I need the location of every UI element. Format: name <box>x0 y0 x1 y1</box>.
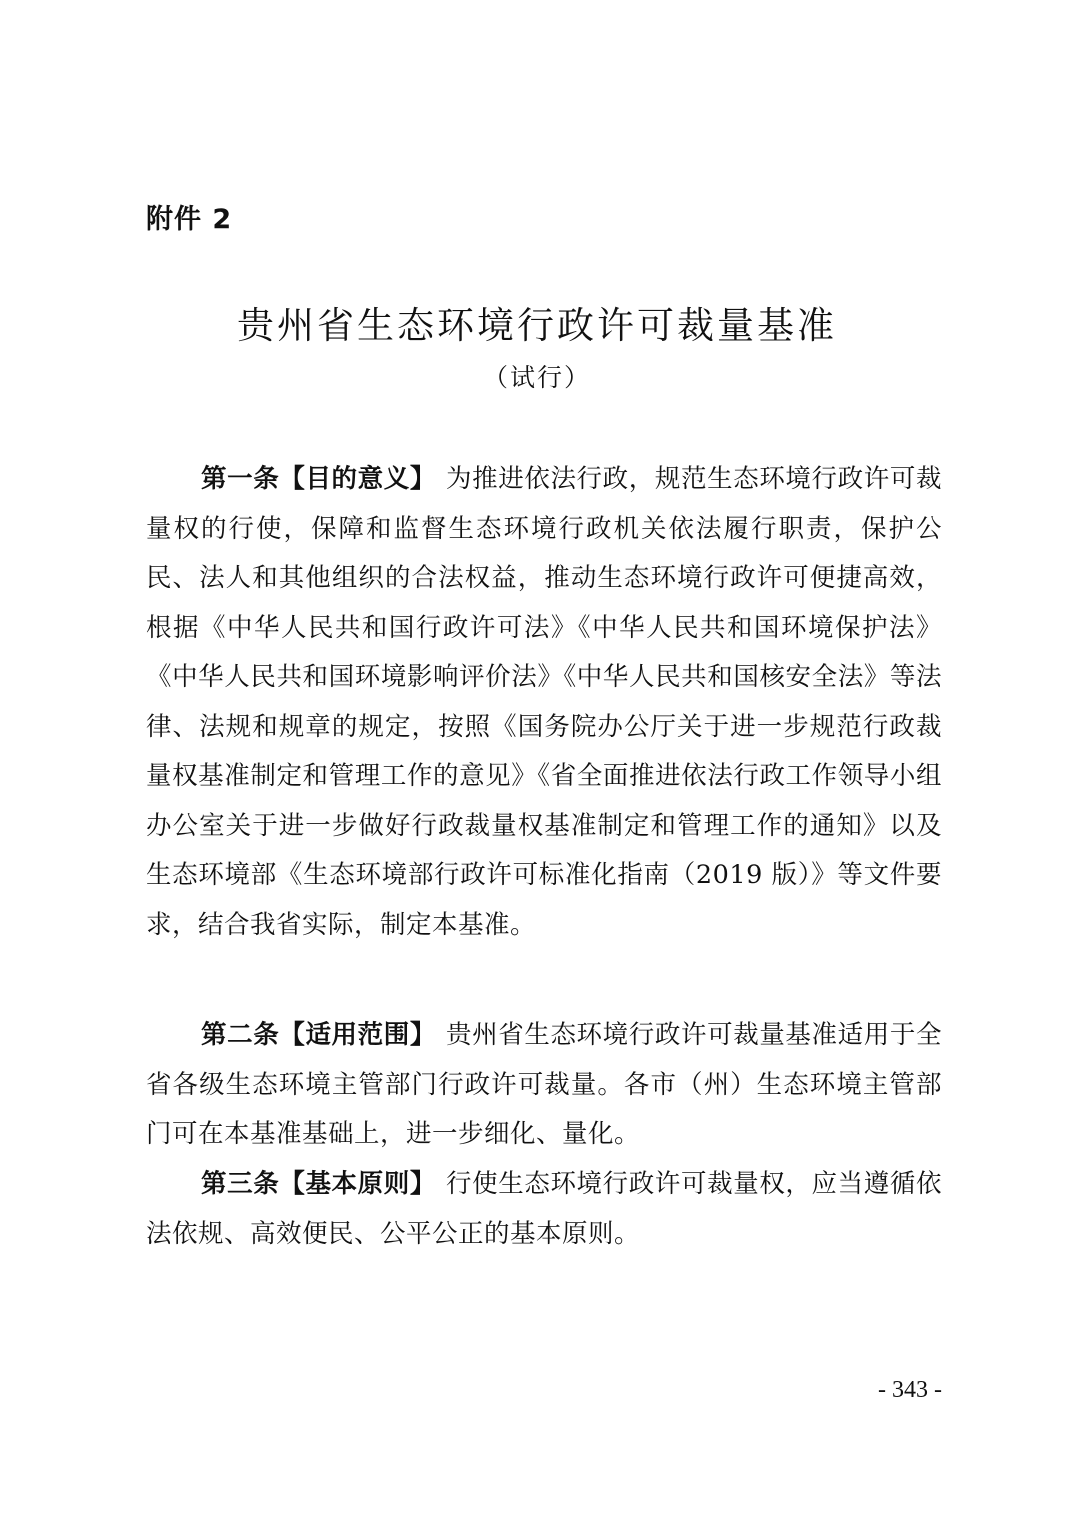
article-3-heading: 第三条【基本原则】 <box>201 1169 436 1199</box>
article-2-text: 贵州省生态环境行政许可裁量基准适用于全省各级生态环境主管部门行政许可裁量。各市（州）生态环境主管部门可在本基准基础上，进一步细化、量化。 <box>146 1020 942 1149</box>
article-3-text: 行使生态环境行政许可裁量权，应当遵循依法依规、高效便民、公平公正的基本原则。 <box>146 1169 942 1249</box>
article-1-heading: 第一条【目的意义】 <box>201 464 436 494</box>
article-1 <box>146 455 942 950</box>
article-1-text: 为推进依法行政，规范生态环境行政许可裁量权的行使，保障和监督生态环境行政机关依法履行职责，保护公民、法人和其他组织的合法权益，推动生态环境行政许可便捷高效，根据《中华人民共和国行政许可法》《中华人民共和国环境保护法》《中华人民共和国环境影响评价法》《中华人民共和国核安全法》等法律、法规和规章的规定，按照《国务院办公厅关于进一步规范行政裁量权基准制定和管理工作的意见》《省全面推进依法行政工作领导小组办公室关于进一步做好行政裁量权基准制定和管理工作的通知》以及生态环境部《生态环境部行政许可标准化指南（2019 版）》等文件要求，结合我省实际，制定本基准。 <box>146 464 942 940</box>
document-subtitle: （试行） <box>482 363 591 392</box>
page-number: - 343 - <box>878 1377 942 1403</box>
article-3 <box>146 1160 942 1259</box>
document-title: 贵州省生态环境行政许可裁量基准 <box>237 304 837 347</box>
article-2 <box>146 1011 942 1160</box>
attachment-label: 附件 2 <box>146 204 233 235</box>
article-2-heading: 第二条【适用范围】 <box>201 1020 436 1050</box>
